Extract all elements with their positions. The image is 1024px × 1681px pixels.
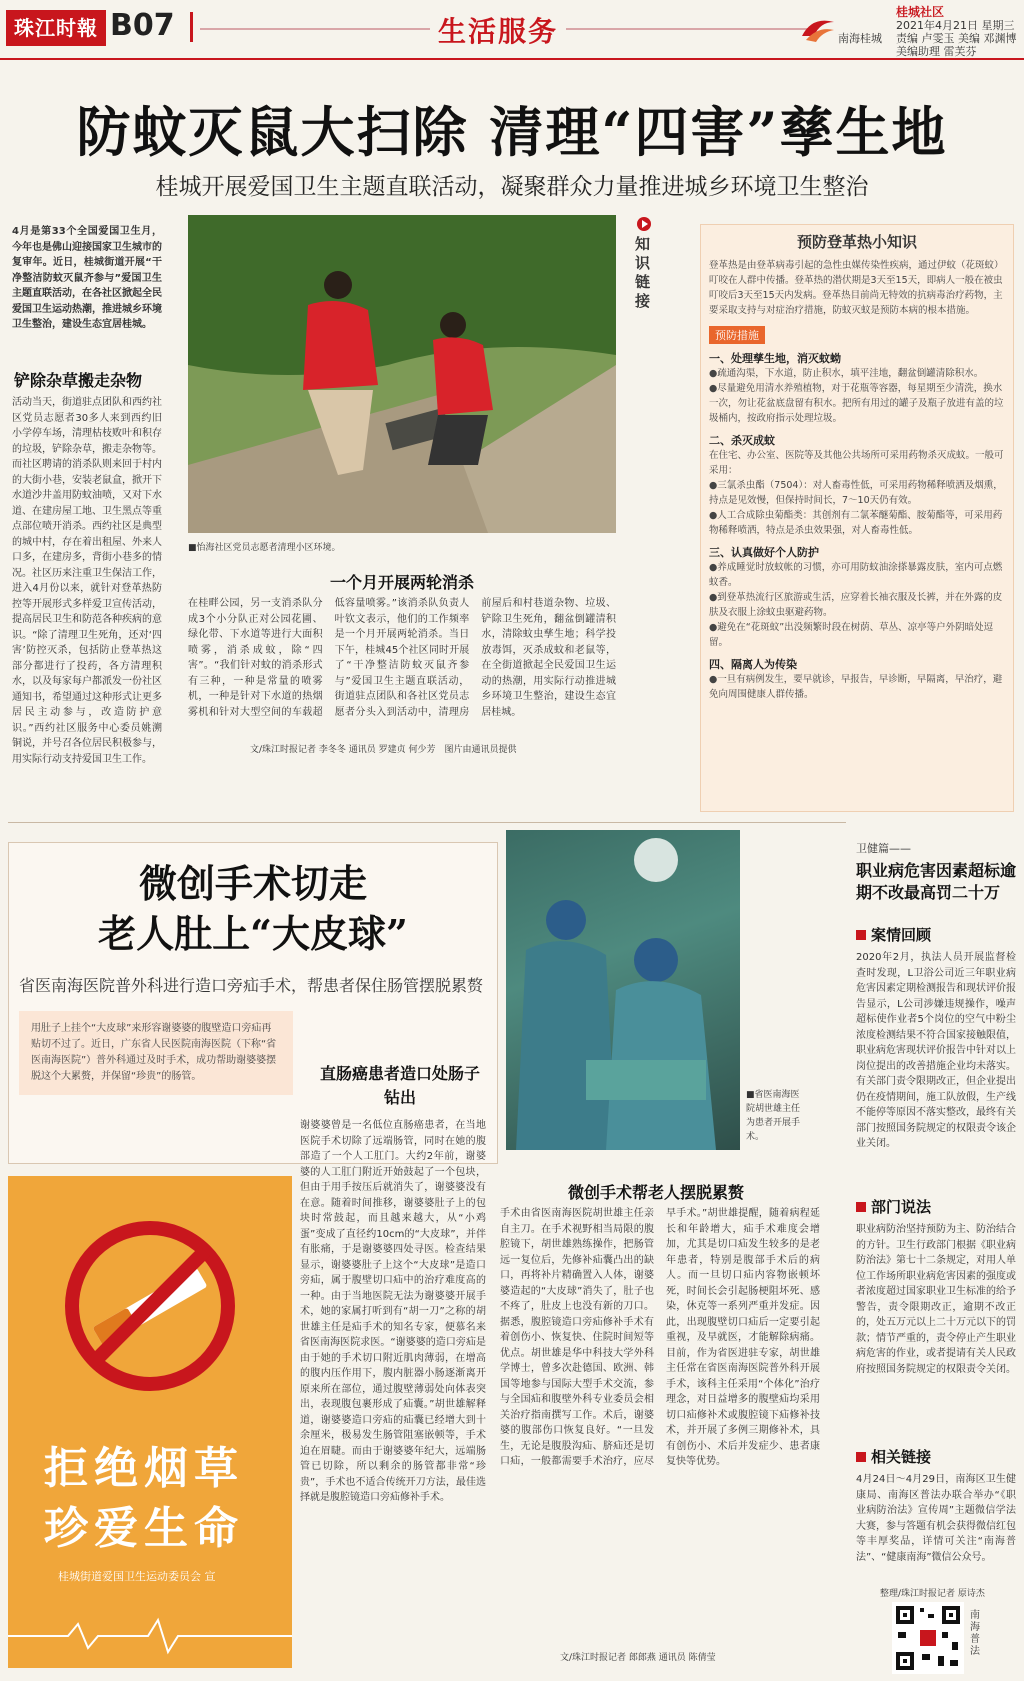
edition-name: 南海桂城 bbox=[838, 32, 882, 45]
knowledge-line: ●到登革热流行区旅游或生活，应穿着长袖衣服及长裤，并在外露的皮肤及衣服上涂蚊虫驱避药物。 bbox=[709, 592, 1003, 618]
article-body: 谢婆婆曾是一名低位直肠癌患者，在当地医院手术切除了远端肠管，同时在她的腹部造了一个人工肛门。大约2年前，谢婆婆的人工肛门附近开始鼓起了一个包块，但由于用手按压后就消失了，谢婆婆没有在意。随着时间推移，谢婆婆肚子上的包块时常鼓起，而且越来越大，从“小鸡蛋”变成了直径约10cm的“大皮球”，并伴有胀痛，于是谢婆婆四处寻医。检查结果显示，谢婆婆肚子上这个“大皮球”是造口旁疝，属于腹壁切口疝中的治疗难度高的一种。由于当地医院无法为谢婆婆开展手术，她的家属打听到有“胡一刀”之称的胡世雄主任是疝手术的知名专家，便慕名来省医南海医院求医。“谢婆婆的造口旁疝是由于她的手术切口附近肌肉薄弱，在增高的腹内压作用下，腹内脏器小肠逐渐离开原来所在部位，通过腹壁薄弱处向体表突出，表现腹包裹形成了疝囊。”胡世雄解释道，谢婆婆造口旁疝的疝囊已经增大到十余厘米，极易发生肠管阻塞嵌顿等，手术迫在眉睫。而由于谢婆婆年纪大，远端肠管已切除，所以剩余的肠管都非常“珍贵”，手术也不适合传统开刀方法，最佳选择就是腹腔镜造口旁疝修补手术。 bbox=[300, 1120, 486, 1503]
volunteers-illustration bbox=[188, 215, 616, 533]
red-square-icon bbox=[856, 1452, 866, 1462]
knowledge-tag: 预防措施 bbox=[709, 326, 765, 344]
main-headline: 防蚊灭鼠大扫除 清理“四害”孳生地 bbox=[76, 100, 948, 164]
article2-lead: 用肚子上挂个“大皮球”来形容谢婆婆的腹壁造口旁疝再贴切不过了。近日，广东省人民医院南海医院（下称“省医南海医院”）普外科通过及时手术，成功帮助谢婆婆摆脱这个大累赘，并保留“珍贵”的肠管。 bbox=[19, 1011, 293, 1095]
section-heading: 铲除杂草搬走杂物 bbox=[14, 371, 143, 390]
knowledge-title: 预防登革热小知识 bbox=[796, 233, 917, 251]
knowledge-line: ●一旦有病例发生，要早就诊，早报告，早诊断，早隔离，早治疗，避免向周围健康人群传播。 bbox=[709, 674, 1003, 700]
article-body: 活动当天，街道驻点团队和西约社区党员志愿者30多人来到西约旧小学停车场，清理枯枝败叶和积存的垃圾，铲除杂草，搬走杂物等。而社区聘请的消杀队则来回于村内的大街小巷，安装老鼠盒，掀开下水道沙井盖用防蚊油喷，又对下水道、在建房屋工地、卫生黑点等重点部位喷开消杀。西约社区是典型的城中村，存在着出租屋、外来人口多，在建房多，背街小巷多的情况。社区历来注重卫生保洁工作，进入4月份以来，就针对登革热防控等开展形式多样爱卫宣传活动，提高居民卫生和防范各种疾病的意识。“除了清理卫生死角，还对‘四害’防控灭杀，包括防止登革热这部分都进行了投药，各方清理积水，以及每家每户都派发一份社区通知书，希望通过这种形式让更多居民主动参与，改造防护意识。”西约社区服务中心委员姚溯铜说，并号召各位居民积极参与，用实际行动支持爱国卫生工作。 bbox=[12, 397, 162, 765]
volunteers-photo bbox=[188, 215, 616, 533]
poster-line1: 拒绝烟草 bbox=[44, 1443, 244, 1494]
sidebar-text: 4月24日～4月29日，南海区卫生健康局、南海区普法办联合举办“《职业病防治法》宣传周”主题微信学法大赛，参与答题有机会获得微信红包等丰厚奖品，详情可关注“南海普法”、“健康南海”微信公众号。 bbox=[856, 1474, 1016, 1563]
issue-date: 2021年4月21日 星期三 bbox=[896, 19, 1015, 32]
knowledge-item bbox=[709, 350, 1005, 426]
knowledge-line: 在住宅、办公室、医院等及其他公共场所可采用药物杀灭成蚊。一般可采用： bbox=[709, 450, 1004, 476]
article-body: 手术由省医南海医院胡世雄主任亲自主刀。在手术视野相当局限的腹腔镜下，胡世雄熟练操作，把肠管远一复位后，先修补疝囊凸出的缺口，再将补片精确置入人体，谢婆婆造起的“大皮球”消失了，肚子也不疼了，肚皮上也没有新的刀口。据悉，腹腔镜造口旁疝修补手术有着创伤小、恢复快、住院时间短等优点。胡世雄是华中科技大学外科学博士，曾多次赴德国、欧洲、韩国等地参与国际大型手术交流，参与全国疝和腹壁外科专业委员会相关治疗指南撰写工作。术后，谢婆婆的腹部伤口恢复良好。“一旦发生，无论是腹股沟疝、脐疝还是切口疝，一般都需要手术治疗，应尽早手术。”胡世雄提醒，随着病程延长和年龄增大，疝手术难度会增加，尤其是切口疝发生较多的是老年患者，特别是腹部手术后的病人。而一旦切口疝内容物嵌顿坏死，时间长会引起肠梗阻坏死、感染，休克等一系列严重并发症。因此，出现腹壁切口疝后一定要引起重视，及早就医，才能解除病痛。目前，作为省医进驻专家，胡世雄主任常在省医南海医院普外科开展手术，该科主任采用“个体化”治疗理念，对日益增多的腹壁疝均采用切口疝修补术或腹腔镜下疝修补技术，并开展了多例三期修补术，具有创伤小、术后并发症少、患者康复快等优势。 bbox=[500, 1208, 820, 1467]
sidebar-section-heading: 案情回顾 bbox=[856, 924, 931, 945]
byline: 文/珠江时报记者 郎郎燕 通讯员 陈倩莹 bbox=[560, 1653, 716, 1663]
edition-info bbox=[896, 6, 1017, 58]
edition-logo-icon bbox=[800, 14, 836, 44]
column-name: 卫健篇—— bbox=[856, 842, 911, 855]
section-heading: 一个月开展两轮消杀 bbox=[329, 573, 474, 592]
surgery-photo bbox=[506, 830, 740, 1150]
knowledge-line: ●尽量避免用清水养殖植物，对于花瓶等容器，每星期至少清洗，换水一次，勿让花盆底盘留有积水。把所有用过的罐子及瓶子放进有盖的垃圾桶内，按政府指示处理垃圾。 bbox=[709, 383, 1004, 424]
editors: 责编 卢雯玉 美编 邓渊博 bbox=[896, 32, 1017, 45]
knowledge-label: 知识链接 bbox=[633, 236, 651, 312]
no-smoking-icon bbox=[60, 1216, 240, 1396]
anti-smoking-poster bbox=[8, 1176, 292, 1668]
divider bbox=[190, 12, 193, 42]
red-square-icon bbox=[856, 1202, 866, 1212]
article2-subhead: 省医南海医院普外科进行造口旁疝手术，帮患者保住肠管摆脱累赘 bbox=[19, 976, 484, 995]
paper-logo: 珠江时報 bbox=[6, 10, 106, 46]
poster-credit: 桂城街道爱国卫生运动委员会 宣 bbox=[58, 1570, 216, 1583]
photo-caption: ■怡海社区党员志愿者清理小区环境。 bbox=[188, 543, 341, 553]
edition-brand: 桂城社区 bbox=[896, 5, 945, 19]
poster-line2: 珍爱生命 bbox=[44, 1503, 244, 1554]
knowledge-item bbox=[709, 656, 1005, 702]
red-square-icon bbox=[856, 930, 866, 940]
article-intro: 4月是第33个全国爱国卫生月，今年也是佛山迎接国家卫生城市的复审年。近日，桂城街道开展“干净整洁防蚊灭鼠齐参与”爱国卫生主题直联活动，在各社区掀起全民爱国卫生运动热潮，推进城乡环境卫生整治，建设生态宜居桂城。 bbox=[12, 226, 162, 330]
article2-header bbox=[8, 842, 498, 1164]
sidebar-section-heading: 相关链接 bbox=[856, 1446, 931, 1467]
sidebar-text: 2020年2月，执法人员开展监督检查时发现，L卫浴公司近三年职业病危害因素定期检测报告和现状评价报告显示，L公司涉嫌违规操作，噪声超标使作业者5个岗位的空气中粉尘浓度检测结果不符合国家接触限值，职业病危害现状评价报告中针对以上岗位提出的改善措施企业均未落实。有关部门责令限期改正，但企业提出仍在疫情期间，施工队放假，生产线不能停等原因不落实整改，最终有关部门按照国务院规定的权限责令该企业关闭。 bbox=[856, 952, 1016, 1149]
knowledge-line: ●养成睡觉时放蚊帐的习惯，亦可用防蚊油涂搽暴露皮肤，室内可点燃蚊香。 bbox=[709, 562, 1003, 588]
sidebar-byline: 整理/珠江时报记者 原诗杰 bbox=[880, 1589, 985, 1599]
photo-caption: ■省医南海医院胡世雄主任为患者开展手术。 bbox=[746, 1090, 801, 1142]
byline: 文/珠江时报记者 李冬冬 通讯员 罗建贞 何少芳 图片由通讯员提供 bbox=[250, 745, 517, 755]
section-title: 生活服务 bbox=[430, 10, 566, 50]
assistant-editor: 美编助理 雷芙芬 bbox=[896, 45, 977, 58]
knowledge-line: ●三氯杀虫酯（7504）：对人畜毒性低，可采用药物稀释喷洒及烟熏，持点是见效慢，但保持时间长，7～10天仍有效。 bbox=[709, 480, 1003, 506]
knowledge-box bbox=[700, 224, 1014, 812]
section-heading: 直肠癌患者造口处肠子钻出 bbox=[320, 1064, 481, 1107]
knowledge-line: ●疏通沟渠，下水道，防止积水，填平洼地，翻盆倒罐清除积水。 bbox=[709, 368, 984, 379]
article2-headline-line1: 微创手术切走 bbox=[138, 861, 367, 906]
knowledge-item-title: 三、认真做好个人防护 bbox=[709, 546, 819, 559]
masthead bbox=[0, 0, 1024, 60]
knowledge-item-title: 四、隔离人为传染 bbox=[709, 658, 797, 671]
section-heading: 微创手术帮老人摆脱累赘 bbox=[567, 1183, 744, 1202]
knowledge-line: ●避免在“花斑蚊”出没频繁时段在树荫、草丛、凉亭等户外阴暗处逗留。 bbox=[709, 622, 994, 648]
knowledge-item-title: 一、处理孳生地，消灭蚊蚴 bbox=[709, 352, 841, 365]
knowledge-item-title: 二、杀灭成蚊 bbox=[709, 434, 775, 447]
main-subheadline: 桂城开展爱国卫生主题直联活动，凝聚群众力量推进城乡环境卫生整治 bbox=[155, 174, 869, 200]
page-number: B07 bbox=[110, 8, 175, 43]
qr-code-icon[interactable] bbox=[892, 1602, 964, 1674]
article2-headline-line2: 老人肚上“大皮球” bbox=[98, 911, 408, 956]
horizontal-rule bbox=[8, 822, 846, 823]
surgery-illustration bbox=[506, 830, 740, 1150]
article-body: 在桂畔公园，另一支消杀队分成3个小分队正对公园花圃、绿化带、下水道等进行大面积喷雾，消杀成蚊，除“四害”。“我们针对蚊的消杀形式有三种，一种是常量的喷雾机，一种是针对下水道的热烟雾机和针对大型空间的车载超低容量喷雾。”该消杀队负责人叶钦文表示，他们的工作频率是一个月开展两轮消杀。当日下午，桂城45个社区同时开展了“干净整洁防蚊灭鼠齐参与”爱国卫生主题直联活动，街道驻点团队和各社区党员志愿者分头入到活动中，清理房前屋后和村巷道杂物、垃圾、铲除卫生死角，翻盆倒罐清积水，清除蚊虫孳生地；科学投放毒饵，灭杀成蚊和老鼠等，在全街道掀起全民爱国卫生运动的热潮，用实际行动推进城乡环境卫生整治，建设生态宜居桂城。 bbox=[188, 598, 616, 718]
sidebar-headline: 职业病危害因素超标逾期不改最高罚二十万 bbox=[856, 861, 1017, 902]
play-icon bbox=[636, 216, 652, 232]
knowledge-item bbox=[709, 544, 1005, 650]
knowledge-item bbox=[709, 432, 1005, 538]
heartbeat-line-icon bbox=[8, 1616, 292, 1656]
knowledge-line: ●人工合成除虫菊酯类：其创剂有二氯苯醚菊酯、胺菊酯等，可采用药物稀释喷洒，特点是杀虫效果强，对人畜毒性低。 bbox=[709, 510, 1003, 536]
knowledge-intro: 登革热是由登革病毒引起的急性虫媒传染性疾病，通过伊蚊（花斑蚊）叮咬在人群中传播。登革热的潜伏期是3天至15天，即病人一般在被虫叮咬后3天至15天内发病。登革热目前尚无特效的抗病毒治疗药物，主要采取支持与对症治疗措施，防蚊灭蚊是预防本病的根本措施。 bbox=[709, 260, 1004, 316]
sidebar-text: 职业病防治坚持预防为主、防治结合的方针。卫生行政部门根据《职业病防治法》第七十二条规定，对用人单位工作场所职业病危害因素的强度或者浓度超过国家职业卫生标准的给予警告，责令限期改正，逾期不改正的，处五万元以上二十万元以下的罚款；情节严重的，责令停止产生职业病危害的作业，或者提请有关人民政府按照国务院规定的权限责令关闭。 bbox=[856, 1224, 1016, 1375]
qr-label: 南海普法 bbox=[970, 1610, 980, 1657]
sidebar-section-heading: 部门说法 bbox=[856, 1196, 931, 1217]
